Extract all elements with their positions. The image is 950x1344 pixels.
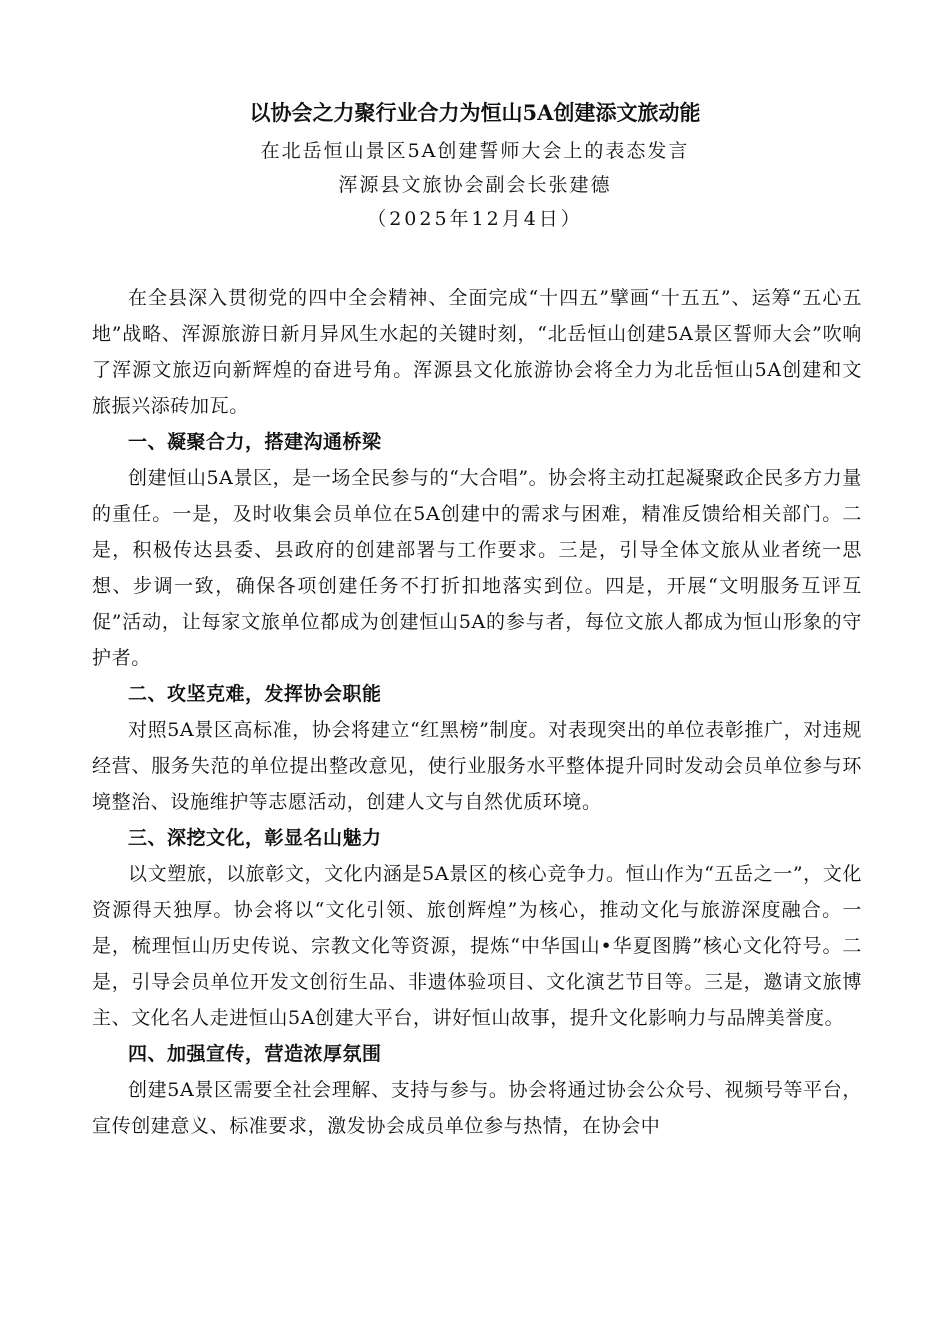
document-author: 浑源县文旅协会副会长张建德 [338, 174, 612, 196]
document-body [92, 280, 862, 1144]
section-paragraph-3: 以文塑旅，以旅彰文，文化内涵是5A景区的核心竞争力。恒山作为“五岳之一”，文化资源得天独厚。协会将以“文化引领、旅创辉煌”为核心，推动文化与旅游深度融合。一是，梳理恒山历史传说、宗教文化等资源，提炼“中华国山•华夏图腾”核心文化符号。二是，引导会员单位开发文创衍生品、非遗体验项目、文化演艺节目等。三是，邀请文旅博主、文化名人走进恒山5A创建大平台，讲好恒山故事，提升文化影响力与品牌美誉度。 [92, 863, 862, 1029]
section-paragraph-1: 创建恒山5A景区，是一场全民参与的“大合唱”。协会将主动扛起凝聚政企民多方力量的重任。一是，及时收集会员单位在5A创建中的需求与困难，精准反馈给相关部门。二是，积极传达县委、县政府的创建部署与工作要求。三是，引导全体文旅从业者统一思想、步调一致，确保各项创建任务不打折扣地落实到位。四是，开展“文明服务互评互促”活动，让每家文旅单位都成为创建恒山5A的参与者，每位文旅人都成为恒山形象的守护者。 [92, 467, 862, 669]
document-title: 以协会之力聚行业合力为恒山5A创建添文旅动能 [249, 100, 701, 125]
section-heading-2: 二、攻坚克难，发挥协会职能 [128, 683, 382, 705]
document-subtitle: 在北岳恒山景区5A创建誓师大会上的表态发言 [260, 140, 690, 162]
section-paragraph-2: 对照5A景区高标准，协会将建立“红黑榜”制度。对表现突出的单位表彰推广，对违规经营、服务失范的单位提出整改意见，使行业服务水平整体提升同时发动会员单位参与环境整治、设施维护等志愿活动，创建人文与自然优质环境。 [92, 719, 862, 813]
section-heading-1: 一、凝聚合力，搭建沟通桥梁 [128, 431, 382, 453]
section-heading-4: 四、加强宣传，营造浓厚氛围 [128, 1043, 382, 1065]
section-heading-3: 三、深挖文化，彰显名山魅力 [128, 827, 382, 849]
document-date: （2025年12月4日） [367, 208, 583, 230]
section-paragraph-4: 创建5A景区需要全社会理解、支持与参与。协会将通过协会公众号、视频号等平台，宣传创建意义、标准要求，激发协会成员单位参与热情，在协会中 [92, 1079, 862, 1137]
intro-paragraph: 在全县深入贯彻党的四中全会精神、全面完成“十四五”擘画“十五五”、运筹“五心五地”战略、浑源旅游日新月异风生水起的关键时刻，“北岳恒山创建5A景区誓师大会”吹响了浑源文旅迈向新辉煌的奋进号角。浑源县文化旅游协会将全力为北岳恒山5A创建和文旅振兴添砖加瓦。 [92, 287, 862, 417]
